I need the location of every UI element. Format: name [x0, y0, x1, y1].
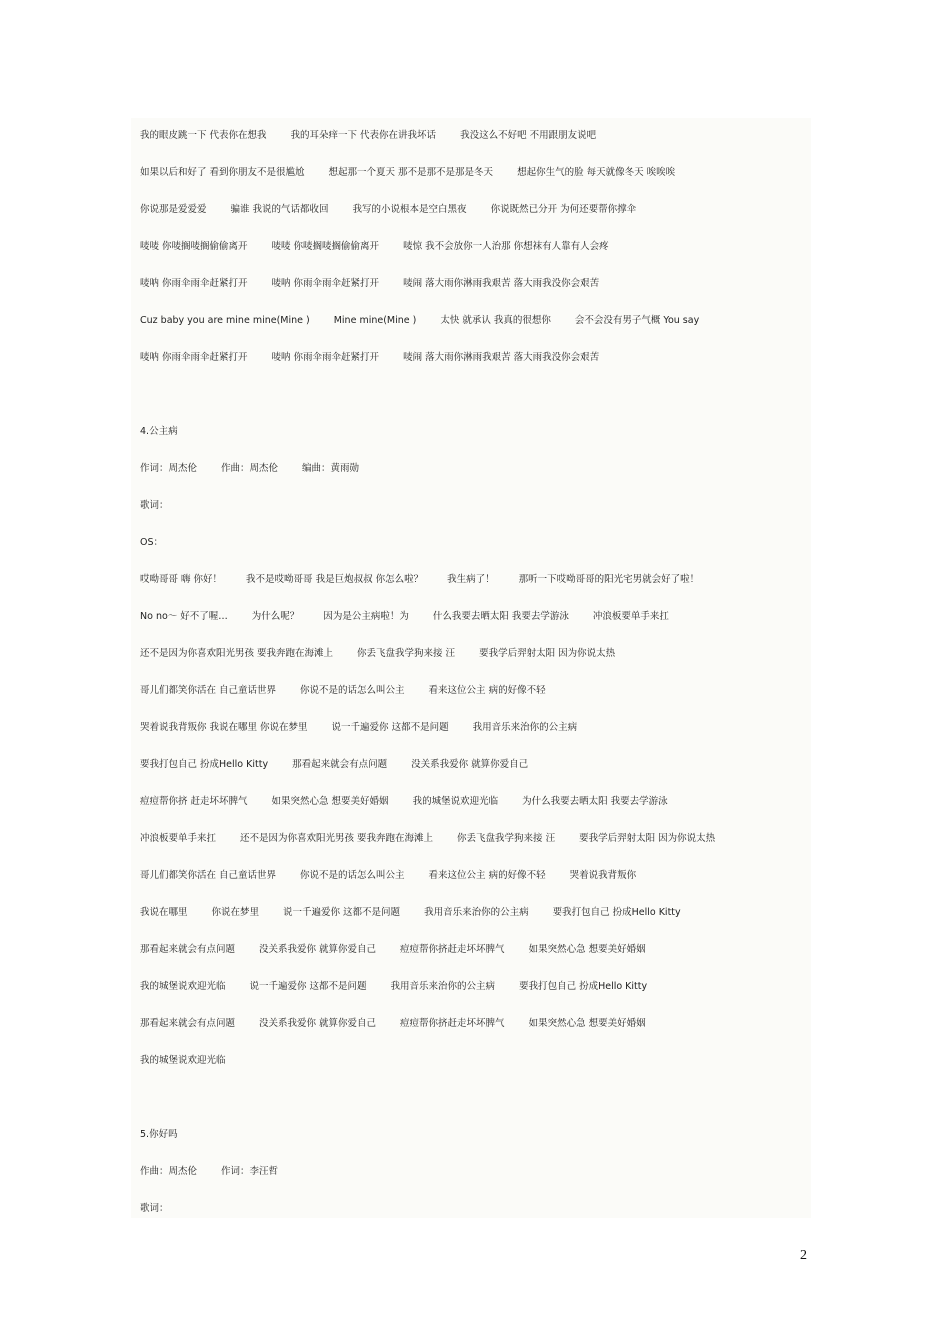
text-segment: 说一千遍爱你 这都不是问题	[331, 722, 449, 733]
text-line	[140, 792, 805, 829]
lyrics-text-block	[140, 126, 805, 1236]
text-segment: 唛呐 你雨伞雨伞赶紧打开	[140, 352, 248, 363]
text-segment: 歌词：	[140, 500, 169, 511]
text-segment: 痘痘帮你挤 赶走坏坏脾气	[140, 796, 248, 807]
text-segment: 骗谁 我说的气话都收回	[230, 204, 329, 215]
text-segment: 作词：周杰伦	[140, 463, 198, 474]
blank-line	[140, 1088, 805, 1125]
text-segment: 编曲：黄雨勋	[302, 463, 360, 474]
text-line	[140, 903, 805, 940]
text-segment: 作词：李汪哲	[221, 1166, 279, 1177]
text-line	[140, 940, 805, 977]
text-segment: 你说不是的话怎么叫公主	[300, 870, 405, 881]
text-line	[140, 533, 805, 570]
text-segment: 哎呦哥哥 嗨 你好！	[140, 574, 223, 585]
text-line	[140, 607, 805, 644]
text-segment: 你说那是爱爱爱	[140, 204, 207, 215]
text-segment: 没关系我爱你 就算你爱自己	[259, 1018, 377, 1029]
text-segment: 我用音乐来治你的公主病	[390, 981, 496, 992]
text-line	[140, 274, 805, 311]
text-line	[140, 1125, 805, 1162]
text-segment: 如果突然心急 想要美好婚姻	[271, 796, 389, 807]
text-segment: 5.你好吗	[140, 1129, 178, 1140]
text-line	[140, 422, 805, 459]
text-segment: 看来这位公主 病的好像不轻	[428, 870, 546, 881]
text-line	[140, 163, 805, 200]
blank-line	[140, 385, 805, 422]
text-line	[140, 348, 805, 385]
text-segment: 哥儿们都笑你活在 自己童话世界	[140, 870, 277, 881]
text-segment: 那看起来就会有点问题	[292, 759, 388, 770]
text-segment: 你说在梦里	[211, 907, 260, 918]
text-segment: 我不是哎呦哥哥 我是巨炮叔叔 你怎么啦？	[246, 574, 424, 585]
text-line	[140, 459, 805, 496]
text-segment: 为什么我要去晒太阳 我要去学游泳	[522, 796, 668, 807]
text-line	[140, 126, 805, 163]
text-segment: 我的眼皮跳一下 代表你在想我	[140, 130, 267, 141]
text-segment: 我用音乐来治你的公主病	[472, 722, 578, 733]
text-segment: 如果突然心急 想要美好婚姻	[528, 944, 646, 955]
text-segment: 你说不是的话怎么叫公主	[300, 685, 405, 696]
text-segment: 哭着说我背叛你	[569, 870, 637, 881]
text-line	[140, 1162, 805, 1199]
text-segment: 没关系我爱你 就算你爱自己	[411, 759, 529, 770]
text-segment: 痘痘帮你挤赶走坏坏脾气	[400, 944, 505, 955]
text-segment: 要我学后羿射太阳 因为你说太热	[579, 833, 716, 844]
text-segment: 唛惊 我不会放你一人治那 你想袜有人靠有人会疼	[403, 241, 609, 252]
text-segment: 冲浪板要单手来扛	[592, 611, 669, 622]
text-segment: 我用音乐来治你的公主病	[424, 907, 529, 918]
text-line	[140, 496, 805, 533]
text-segment: Mine mine(Mine )	[333, 315, 417, 326]
text-segment: 作曲：周杰伦	[140, 1166, 198, 1177]
text-segment: 唛呐 你雨伞雨伞赶紧打开	[140, 278, 248, 289]
text-segment: 说一千遍爱你 这都不是问题	[249, 981, 367, 992]
text-segment: 还不是因为你喜欢阳光男孩 要我奔跑在海滩上	[140, 648, 334, 659]
text-line	[140, 755, 805, 792]
text-segment: 我的城堡说欢迎光临	[140, 1055, 226, 1066]
text-segment: 要我打包自己 扮成Hello Kitty	[140, 759, 269, 770]
text-segment: 哭着说我背叛你 我说在哪里 你说在梦里	[140, 722, 308, 733]
text-line	[140, 681, 805, 718]
text-segment: 唛呐 你雨伞雨伞赶紧打开	[271, 352, 380, 363]
text-segment: 如果突然心急 想要美好婚姻	[528, 1018, 646, 1029]
text-segment: 你丢飞盘我学狗来接 汪	[357, 648, 456, 659]
text-segment: 我的耳朵痒一下 代表你在讲我坏话	[290, 130, 437, 141]
text-line	[140, 866, 805, 903]
text-segment: 说一千遍爱你 这都不是问题	[283, 907, 401, 918]
page-number: 2	[800, 1248, 807, 1263]
text-segment: 哥儿们都笑你活在 自己童话世界	[140, 685, 277, 696]
text-line	[140, 977, 805, 1014]
text-segment: 我的城堡说欢迎光临	[412, 796, 499, 807]
text-segment: 太快 就承认 我真的很想你	[440, 315, 551, 326]
text-segment: 如果以后和好了 看到你朋友不是很尴尬	[140, 167, 305, 178]
text-line	[140, 1199, 805, 1236]
text-segment: 我写的小说根本是空白黑夜	[352, 204, 467, 215]
text-line	[140, 311, 805, 348]
text-segment: 我说在哪里	[140, 907, 188, 918]
text-segment: 唛闹 落大雨你淋雨我艰苦 落大雨我没你会艰苦	[403, 352, 600, 363]
text-line	[140, 718, 805, 755]
text-segment: 歌词：	[140, 1203, 169, 1214]
text-segment: 为什么呢？	[251, 611, 300, 622]
text-segment: 唛唛 你唛搁唛搁偷偷离开	[271, 241, 380, 252]
text-segment: 你丢飞盘我学狗来接 汪	[457, 833, 556, 844]
text-segment: 唛闹 落大雨你淋雨我艰苦 落大雨我没你会艰苦	[403, 278, 600, 289]
text-line	[140, 829, 805, 866]
text-segment: 要我打包自己 扮成Hello Kitty	[552, 907, 681, 918]
text-segment: 因为是公主病啦！为	[323, 611, 409, 622]
text-segment: 冲浪板要单手来扛	[140, 833, 217, 844]
text-segment: 看来这位公主 病的好像不轻	[428, 685, 546, 696]
text-line	[140, 1051, 805, 1088]
text-segment: 唛唛 你唛搁唛搁偷偷离开	[140, 241, 248, 252]
text-segment: 想起那一个夏天 那不是那不是那是冬天	[328, 167, 494, 178]
text-segment: Cuz baby you are mine mine(Mine )	[140, 315, 310, 326]
text-line	[140, 200, 805, 237]
text-segment: 没关系我爱你 就算你爱自己	[259, 944, 377, 955]
text-segment: 4.公主病	[140, 426, 178, 437]
text-segment: 痘痘帮你挤赶走坏坏脾气	[400, 1018, 505, 1029]
text-segment: 要我打包自己 扮成Hello Kitty	[519, 981, 648, 992]
text-segment: OS：	[140, 537, 164, 548]
text-segment: 我生病了！	[447, 574, 495, 585]
text-segment: No no～ 好不了喔…	[140, 611, 228, 622]
text-line	[140, 570, 805, 607]
text-line	[140, 1014, 805, 1051]
text-line	[140, 237, 805, 274]
text-segment: 还不是因为你喜欢阳光男孩 要我奔跑在海滩上	[240, 833, 434, 844]
text-line	[140, 644, 805, 681]
text-segment: 那看起来就会有点问题	[140, 1018, 236, 1029]
text-segment: 那听一下哎呦哥哥的阳光宅男就会好了啦！	[518, 574, 700, 585]
text-segment: 什么我要去晒太阳 我要去学游泳	[432, 611, 569, 622]
text-segment: 那看起来就会有点问题	[140, 944, 236, 955]
text-segment: 作曲：周杰伦	[221, 463, 279, 474]
text-segment: 我没这么不好吧 不用跟朋友说吧	[460, 130, 597, 141]
text-segment: 你说既然已分开 为何还要帮你撑伞	[490, 204, 637, 215]
text-segment: 会不会没有男子气概 You say	[574, 315, 700, 326]
text-segment: 我的城堡说欢迎光临	[140, 981, 226, 992]
text-segment: 想起你生气的脸 每天就像冬天 唉唉唉	[517, 167, 676, 178]
text-segment: 唛呐 你雨伞雨伞赶紧打开	[271, 278, 380, 289]
text-segment: 要我学后羿射太阳 因为你说太热	[479, 648, 616, 659]
